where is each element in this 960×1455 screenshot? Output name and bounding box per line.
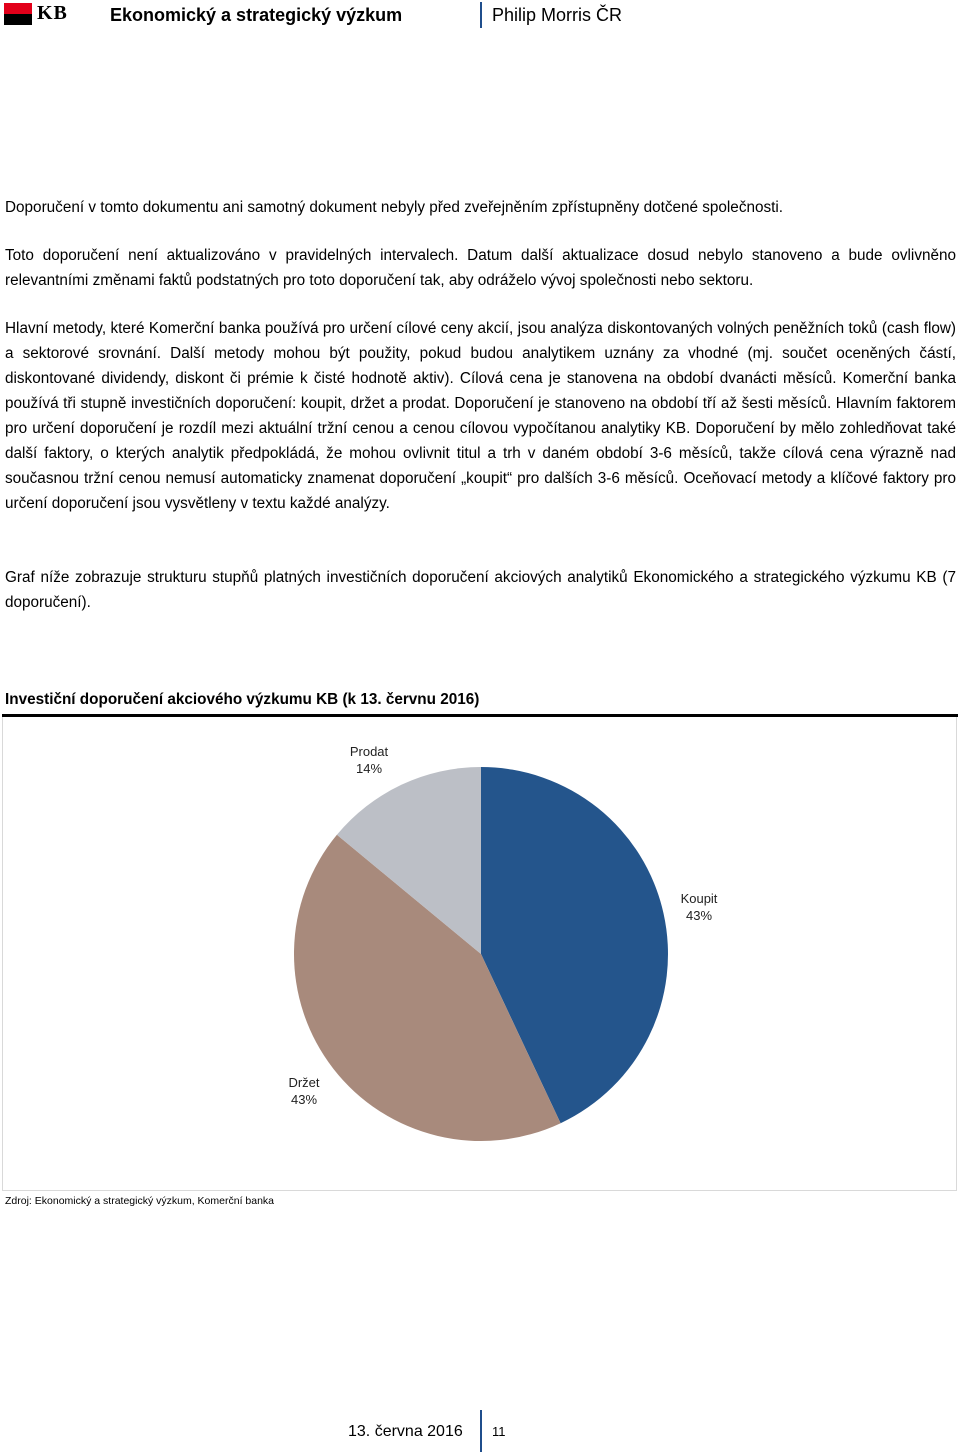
label-prodat-value: 14% <box>355 761 383 776</box>
header-divider <box>480 2 482 28</box>
pie-chart <box>3 717 958 1191</box>
label-drzet-name: Držet <box>288 1075 320 1090</box>
footer-date: 13. června 2016 <box>348 1423 463 1440</box>
footer-divider <box>480 1410 482 1452</box>
chart-frame <box>2 717 957 1191</box>
paragraph-disclosure: Doporučení v tomto dokumentu ani samotný dokument nebyly před zveřejněním zpřístupněny dotčené společnosti. <box>5 199 784 216</box>
page-header <box>0 0 960 30</box>
slice-label-drzet <box>288 1075 319 1107</box>
paragraph-update: Toto doporučení není aktualizováno v pravidelných intervalech. Datum další aktualizace dosud nebylo stanoveno a bude ovlivněno relevantními změnami faktů podstatných pro toto doporučení tak, aby odráželo vývoj společnosti nebo sektoru. <box>5 247 956 289</box>
chart-source: Zdroj: Ekonomický a strategický výzkum, Komerční banka <box>5 1195 275 1207</box>
label-koupit-name: Koupit <box>680 891 718 906</box>
kb-logo <box>4 3 76 25</box>
paragraph-chart-intro: Graf níže zobrazuje strukturu stupňů platných investičních doporučení akciových analytiků Ekonomického a strategického výzkumu KB (7 doporučení). <box>5 569 956 611</box>
logo-red-block <box>4 3 32 14</box>
label-prodat-name: Prodat <box>349 744 389 759</box>
company-name: Philip Morris ČR <box>492 5 623 25</box>
slice-label-prodat <box>350 744 389 776</box>
header-title: Ekonomický a strategický výzkum <box>110 5 403 25</box>
page-number: 11 <box>492 1424 506 1439</box>
label-koupit-value: 43% <box>685 908 713 923</box>
logo-text: KB <box>37 2 68 24</box>
label-drzet-value: 43% <box>290 1092 318 1107</box>
slice-label-koupit <box>681 891 718 923</box>
chart-title: Investiční doporučení akciového výzkumu KB (k 13. červnu 2016) <box>5 691 480 708</box>
logo-black-block <box>4 14 32 25</box>
paragraph-methods: Hlavní metody, které Komerční banka používá pro určení cílové ceny akcií, jsou analýza diskontovaných volných peněžních toků (cash flow) a sektorové srovnání. Další metody mohou být použity, pokud budou analytikem uznány za vhodné (mj. součet oceněných částí, diskontované dividendy, diskont či prémie k čisté hodnotě aktiv). Cílová cena je stanovena na období dvanácti měsíců. Komerční banka používá tři stupně investičních doporučení: koupit, držet a prodat. Doporučení je stanoveno na období tří až šesti měsíců. Hlavním faktorem pro určení doporučení je rozdíl mezi aktuální tržní cenou a cenou cílovou vypočítanou analytiky KB. Doporučení by mělo zohledňovat také další faktory, o kterých analytik předpokládá, že mohou ovlivnit titul a trh v daném období 3-6 měsíců, takže cílová cena výrazně nad současnou tržní cenou nemusí automaticky znamenat doporučení „koupit“ pro dalších 3-6 měsíců. Oceňovací metody a klíčové faktory pro určení doporučení jsou vysvětleny v textu každé analýzy. <box>5 320 956 512</box>
